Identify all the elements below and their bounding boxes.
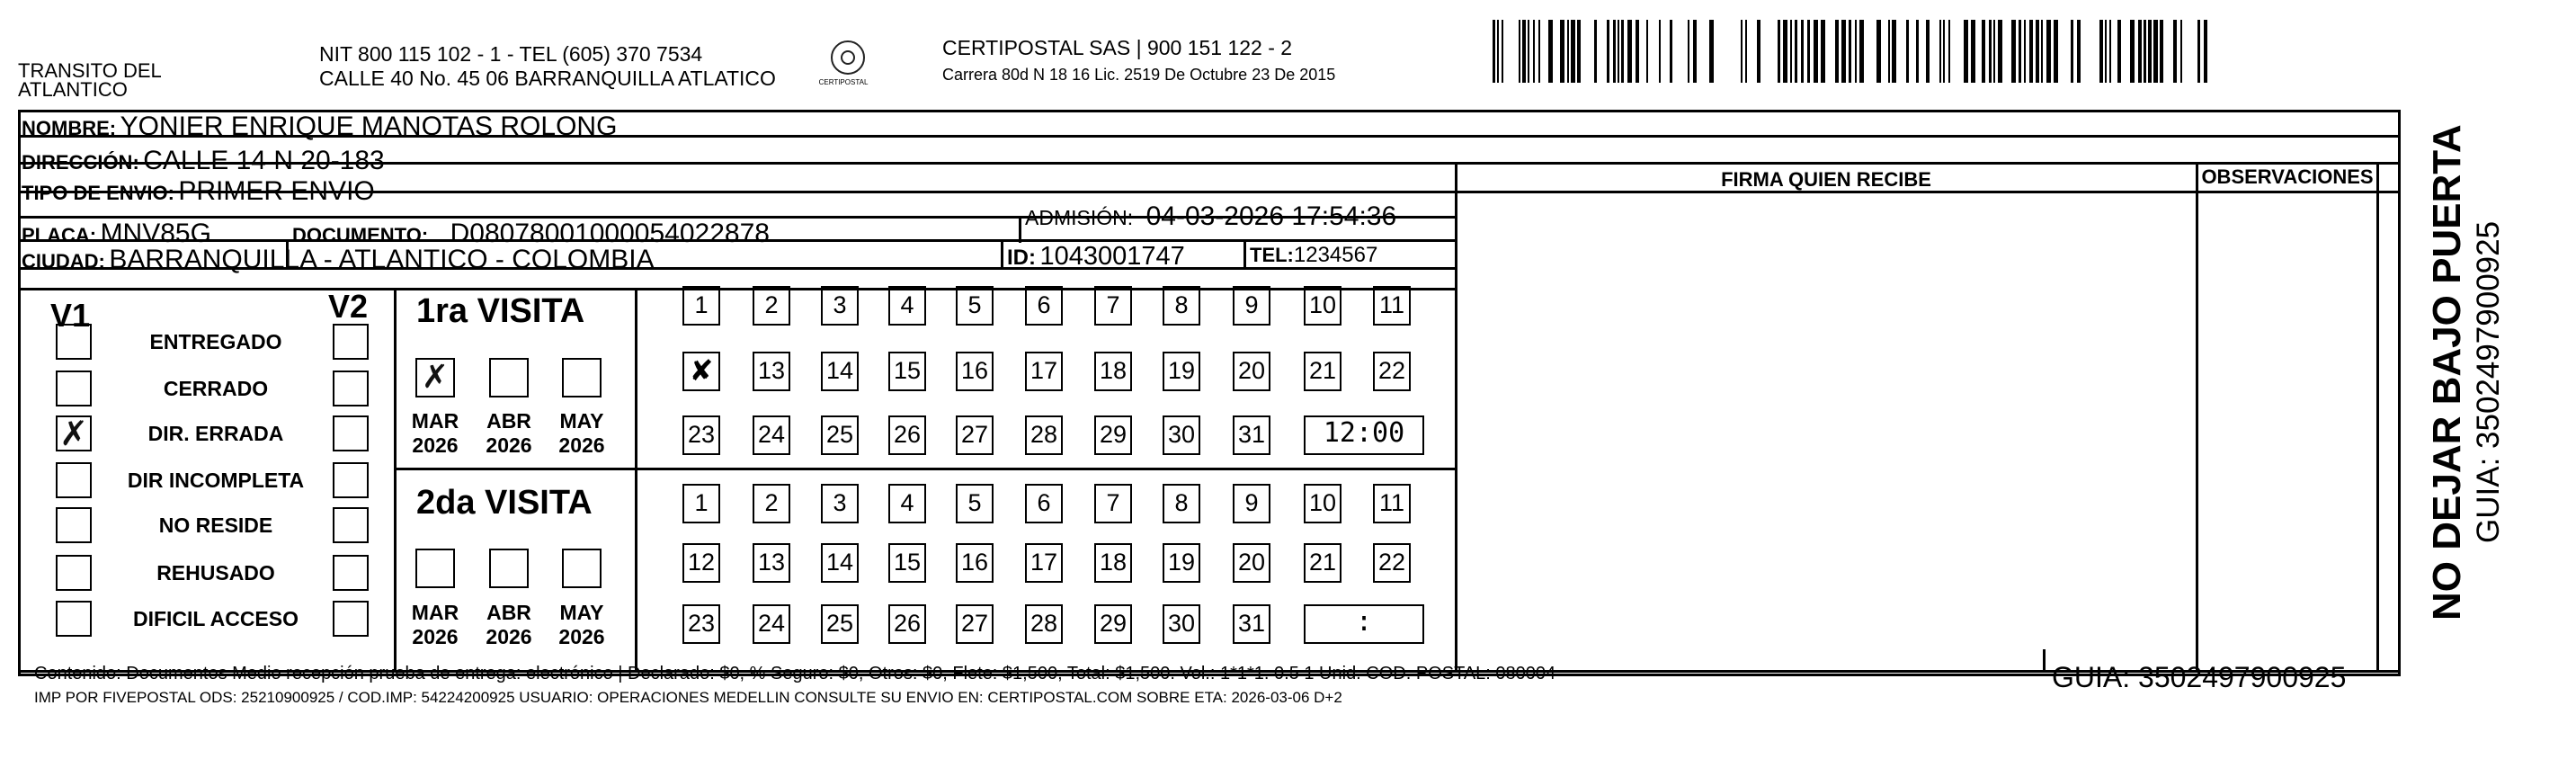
visit2-day-2[interactable]: 2 (753, 484, 790, 523)
visit1-day-22[interactable]: 22 (1373, 352, 1411, 391)
ciudad-row (22, 245, 655, 275)
visit2-day-26[interactable]: 26 (888, 604, 926, 644)
visit2-day-15[interactable]: 15 (888, 543, 926, 583)
v2-checkbox-2[interactable] (333, 415, 369, 451)
visit2-day-14[interactable]: 14 (821, 543, 859, 583)
visit2-year-label: 2026 (412, 625, 459, 648)
visit1-day-10[interactable]: 10 (1304, 286, 1341, 326)
v2-checkbox-4[interactable] (333, 507, 369, 543)
visit2-day-6[interactable]: 6 (1025, 484, 1063, 523)
visit1-day-6[interactable]: 6 (1025, 286, 1063, 326)
v2-checkbox-6[interactable] (333, 601, 369, 637)
nit-line: NIT 800 115 102 - 1 - TEL (605) 370 7534 (319, 42, 703, 66)
admision-label: ADMISIÓN: (1025, 206, 1134, 229)
visit2-day-24[interactable]: 24 (753, 604, 790, 644)
visit2-day-20[interactable]: 20 (1233, 543, 1270, 583)
visit2-month-box[interactable] (489, 549, 529, 588)
nombre-value: YONIER ENRIQUE MANOTAS ROLONG (120, 112, 618, 141)
visit2-month-label: MAY (559, 601, 604, 624)
tel-value: 1234567 (1293, 243, 1378, 267)
documento-label: DOCUMENTO: (292, 224, 429, 246)
tipo-value: PRIMER ENVIO (178, 176, 375, 206)
visit1-day-18[interactable]: 18 (1094, 352, 1132, 391)
visit1-day-2[interactable]: 2 (753, 286, 790, 326)
visit1-day-23[interactable]: 23 (682, 415, 720, 455)
visit1-day-13[interactable]: 13 (753, 352, 790, 391)
visit2-day-28[interactable]: 28 (1025, 604, 1063, 644)
status-label: ENTREGADO (149, 330, 282, 353)
visit1-day-27[interactable]: 27 (956, 415, 994, 455)
company-line: CERTIPOSTAL SAS | 900 151 122 - 2 (942, 36, 1293, 59)
visit1-month-label: MAR (411, 409, 459, 433)
visit1-day-19[interactable]: 19 (1163, 352, 1200, 391)
visit2-year-label: 2026 (486, 625, 532, 648)
barcode (1493, 20, 2219, 83)
visit2-day-30[interactable]: 30 (1163, 604, 1200, 644)
firma-header: FIRMA QUIEN RECIBE (1721, 168, 1931, 191)
visit2-month-label: MAR (411, 601, 459, 624)
nombre-row (22, 112, 617, 142)
visit1-day-4[interactable]: 4 (888, 286, 926, 326)
v1-checkbox-2[interactable]: ✗ (56, 415, 92, 451)
visit2-day-19[interactable]: 19 (1163, 543, 1200, 583)
visit2-day-11[interactable]: 11 (1373, 484, 1411, 523)
visit1-day-8[interactable]: 8 (1163, 286, 1200, 326)
v1-checkbox-6[interactable] (56, 601, 92, 637)
visit1-year-label: 2026 (558, 433, 605, 457)
v2-checkbox-3[interactable] (333, 462, 369, 498)
status-label: CERRADO (163, 377, 269, 400)
address-line: CALLE 40 No. 45 06 BARRANQUILLA ATLATICO (319, 67, 776, 90)
admision-value: 04-03-2026 17:54:36 (1145, 201, 1397, 231)
v1-checkbox-5[interactable] (56, 555, 92, 591)
visit2-day-31[interactable]: 31 (1233, 604, 1270, 644)
visit1-day-30[interactable]: 30 (1163, 415, 1200, 455)
visit1-day-29[interactable]: 29 (1094, 415, 1132, 455)
certipostal-logo (818, 40, 870, 86)
footer-print-line: IMP POR FIVEPOSTAL ODS: 25210900925 / COD.IMP: 54224200925 USUARIO: OPERACIONES MEDELLIN CONSULTE SU ENVIO EN: CERTIPOSTAL.COM SOBRE ETA: 2026-03-06 D+2 (34, 689, 1342, 706)
footer-content-line: Contenido: Documentos Medio recepción prueba de entrega: electrónico | Declarado: $0, % Seguro: $0, Otros: $0, Flete: $1,500, Total: $1,500. Vol.: 1*1*1. 0.5 1 Unid. COD. POSTAL: 080004 (34, 664, 1556, 683)
visit2-day-29[interactable]: 29 (1094, 604, 1132, 644)
visit1-day-1[interactable]: 1 (682, 286, 720, 326)
no-dejar-bajo-puerta: NO DEJAR BAJO PUERTA (2425, 124, 2469, 621)
signature-area[interactable] (1458, 193, 2194, 668)
id-value: 1043001747 (1039, 242, 1185, 271)
direccion-label: DIRECCIÓN: (22, 151, 139, 174)
visit1-month-box[interactable] (489, 358, 529, 397)
visit1-day-20[interactable]: 20 (1233, 352, 1270, 391)
visit1-day-14[interactable]: 14 (821, 352, 859, 391)
v1-header: V1 (50, 297, 91, 334)
visit1-day-3[interactable]: 3 (821, 286, 859, 326)
status-label: DIR. ERRADA (147, 422, 284, 445)
visit1-month-box[interactable]: ✗ (415, 358, 455, 397)
visit2-day-16[interactable]: 16 (956, 543, 994, 583)
side-guia: GUIA: 3502497900925 (2471, 220, 2506, 543)
v2-header: V2 (328, 288, 369, 325)
visit2-day-13[interactable]: 13 (753, 543, 790, 583)
status-label: REHUSADO (156, 561, 275, 585)
placa-label: PLACA: (22, 224, 97, 246)
visit2-day-27[interactable]: 27 (956, 604, 994, 644)
v1-checkbox-4[interactable] (56, 507, 92, 543)
observaciones-area[interactable] (2199, 193, 2375, 668)
license-line: Carrera 80d N 18 16 Lic. 2519 De Octubre 23 De 2015 (942, 66, 1336, 84)
nombre-label: NOMBRE: (22, 117, 117, 139)
visit1-title: 1ra VISITA (416, 292, 585, 330)
visit1-day-17[interactable]: 17 (1025, 352, 1063, 391)
visit1-day-28[interactable]: 28 (1025, 415, 1063, 455)
v2-checkbox-1[interactable] (333, 371, 369, 406)
visit2-day-17[interactable]: 17 (1025, 543, 1063, 583)
agency-name-line2: ATLANTICO (18, 78, 128, 101)
visit2-day-8[interactable]: 8 (1163, 484, 1200, 523)
visit2-day-5[interactable]: 5 (956, 484, 994, 523)
visit2-day-3[interactable]: 3 (821, 484, 859, 523)
visit1-day-31[interactable]: 31 (1233, 415, 1270, 455)
visit1-day-25[interactable]: 25 (821, 415, 859, 455)
visit2-time-box[interactable]: : (1304, 604, 1424, 644)
id-row (1007, 242, 1185, 272)
documento-value: D08078001000054022878 (450, 219, 770, 248)
visit2-day-23[interactable]: 23 (682, 604, 720, 644)
visit1-day-11[interactable]: 11 (1373, 286, 1411, 326)
visit2-day-22[interactable]: 22 (1373, 543, 1411, 583)
tipo-row (22, 176, 375, 207)
logo-icon (831, 40, 865, 75)
status-label: DIR INCOMPLETA (127, 469, 305, 492)
status-label: DIFICIL ACCESO (132, 607, 299, 630)
visit1-month-box[interactable] (562, 358, 602, 397)
status-label: NO RESIDE (158, 513, 273, 537)
v1-checkbox-0[interactable] (56, 324, 92, 360)
visit1-day-15[interactable]: 15 (888, 352, 926, 391)
visit1-day-26[interactable]: 26 (888, 415, 926, 455)
visit1-day-24[interactable]: 24 (753, 415, 790, 455)
visit2-day-4[interactable]: 4 (888, 484, 926, 523)
ciudad-label: CIUDAD: (22, 250, 105, 272)
id-label: ID: (1007, 246, 1036, 270)
v1-checkbox-3[interactable] (56, 462, 92, 498)
visit1-day-9[interactable]: 9 (1233, 286, 1270, 326)
visit1-year-label: 2026 (412, 433, 459, 457)
visit2-day-12[interactable]: 12 (682, 543, 720, 583)
visit1-day-12[interactable]: ✘ (682, 352, 720, 391)
visit2-day-21[interactable]: 21 (1304, 543, 1341, 583)
visit1-day-21[interactable]: 21 (1304, 352, 1341, 391)
visit2-month-box[interactable] (415, 549, 455, 588)
visit1-day-7[interactable]: 7 (1094, 286, 1132, 326)
visit2-day-18[interactable]: 18 (1094, 543, 1132, 583)
logo-text: CERTIPOSTAL (818, 78, 869, 86)
v1-checkbox-1[interactable] (56, 371, 92, 406)
footer-guia: GUIA: 3502497900925 (2052, 661, 2347, 693)
visit1-month-label: MAY (559, 409, 604, 433)
visit1-year-label: 2026 (486, 433, 532, 457)
placa-value: MNV85G (100, 219, 211, 248)
admision-row (1025, 201, 1396, 232)
v2-checkbox-5[interactable] (333, 555, 369, 591)
direccion-value: CALLE 14 N 20-183 (143, 146, 385, 175)
visit1-time-box[interactable]: 12:00 (1304, 415, 1424, 455)
visit2-day-10[interactable]: 10 (1304, 484, 1341, 523)
observaciones-header: OBSERVACIONES (2201, 165, 2374, 188)
visit2-day-9[interactable]: 9 (1233, 484, 1270, 523)
visit2-month-label: ABR (486, 601, 531, 624)
tel-label: TEL: (1250, 244, 1294, 266)
visit2-month-box[interactable] (562, 549, 602, 588)
tel-row (1250, 243, 1377, 268)
visit2-day-1[interactable]: 1 (682, 484, 720, 523)
direccion-row (22, 146, 385, 176)
v2-checkbox-0[interactable] (333, 324, 369, 360)
visit1-month-label: ABR (486, 409, 531, 433)
visit2-year-label: 2026 (558, 625, 605, 648)
visit2-title: 2da VISITA (416, 484, 593, 522)
visit1-day-16[interactable]: 16 (956, 352, 994, 391)
visit2-day-25[interactable]: 25 (821, 604, 859, 644)
visit2-day-7[interactable]: 7 (1094, 484, 1132, 523)
ciudad-value: BARRANQUILLA - ATLANTICO - COLOMBIA (109, 245, 655, 274)
agency-name-line1: TRANSITO DEL (18, 59, 162, 82)
tipo-label: TIPO DE ENVIO: (22, 182, 174, 204)
visit1-day-5[interactable]: 5 (956, 286, 994, 326)
